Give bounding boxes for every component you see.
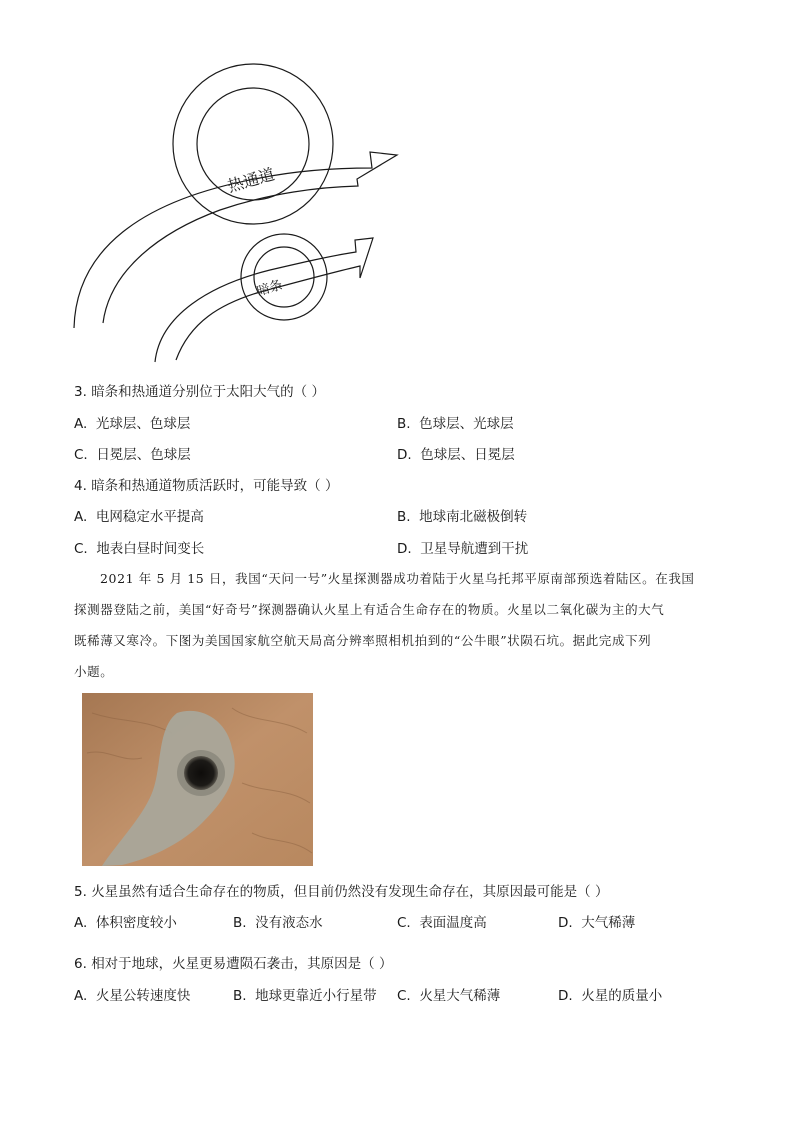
- option-text: 表面温度高: [419, 915, 487, 931]
- question-stem: 火星虽然有适合生命存在的物质，但目前仍然没有发现生命存在，其原因最可能是（ ）: [91, 884, 609, 900]
- question-5: [74, 880, 608, 900]
- option-letter: C.: [74, 447, 88, 463]
- hot-channel-label: 热通道: [225, 164, 277, 196]
- option-6a: [74, 984, 190, 1004]
- option-text: 地球南北磁极倒转: [419, 509, 528, 525]
- question-number: 4.: [74, 478, 87, 494]
- option-3b: [397, 412, 514, 432]
- option-text: 火星公转速度快: [95, 988, 191, 1004]
- option-6c: [397, 984, 500, 1004]
- option-text: 火星的质量小: [581, 988, 663, 1004]
- crater-hole: [184, 756, 218, 790]
- option-letter: C.: [397, 915, 411, 931]
- option-letter: A.: [74, 416, 88, 432]
- option-letter: B.: [397, 509, 411, 525]
- question-stem: 相对于地球，火星更易遭陨石袭击，其原因是（ ）: [91, 956, 393, 972]
- option-text: 色球层、光球层: [419, 416, 514, 432]
- option-4b: [397, 505, 527, 525]
- option-6d: [558, 984, 662, 1004]
- option-letter: C.: [74, 541, 88, 557]
- option-3d: [397, 443, 515, 463]
- option-text: 光球层、色球层: [95, 416, 191, 432]
- question-6: [74, 952, 392, 972]
- option-5a: [74, 911, 177, 931]
- option-5b: [233, 911, 323, 931]
- option-letter: A.: [74, 915, 88, 931]
- question-number: 5.: [74, 884, 87, 900]
- option-letter: A.: [74, 988, 88, 1004]
- option-5d: [558, 911, 635, 931]
- question-stem: 暗条和热通道物质活跃时，可能导致（ ）: [91, 478, 339, 494]
- option-4a: [74, 505, 204, 525]
- option-4d: [397, 537, 528, 557]
- passage-line-3: 既稀薄又寒冷。下图为美国国家航空航天局高分辨率照相机拍到的“公牛眼”状陨石坑。据此完成下列: [74, 633, 652, 648]
- option-text: 没有液态水: [255, 915, 323, 931]
- option-letter: D.: [397, 541, 412, 557]
- option-text: 色球层、日冕层: [420, 447, 515, 463]
- option-text: 体积密度较小: [95, 915, 177, 931]
- passage-line-1: 2021 年 5 月 15 日，我国“天问一号”火星探测器成功着陆于火星乌托邦平原南部预选着陆区。在我国: [100, 571, 695, 586]
- question-3: [74, 380, 325, 400]
- solar-diagram: [60, 60, 420, 370]
- option-text: 电网稳定水平提高: [95, 509, 204, 525]
- question-4: [74, 474, 338, 494]
- option-letter: B.: [233, 915, 247, 931]
- option-text: 卫星导航遭到干扰: [420, 541, 529, 557]
- option-text: 日冕层、色球层: [96, 447, 191, 463]
- option-letter: B.: [397, 416, 411, 432]
- option-3a: [74, 412, 190, 432]
- passage-line-2: 探测器登陆之前，美国“好奇号”探测器确认火星上有适合生命存在的物质。火星以二氧化碳为主的大气: [74, 602, 665, 617]
- option-text: 地球更靠近小行星带: [255, 988, 377, 1004]
- option-6b: [233, 984, 377, 1004]
- option-text: 地表白昼时间变长: [96, 541, 205, 557]
- option-letter: D.: [558, 988, 573, 1004]
- option-letter: D.: [558, 915, 573, 931]
- option-letter: D.: [397, 447, 412, 463]
- option-letter: B.: [233, 988, 247, 1004]
- question-stem: 暗条和热通道分别位于太阳大气的（ ）: [91, 384, 325, 400]
- option-5c: [397, 911, 487, 931]
- dark-strip-label: 暗条: [255, 277, 285, 300]
- passage-line-4: 小题。: [74, 664, 114, 679]
- mars-crater-photo: [82, 693, 313, 866]
- option-letter: C.: [397, 988, 411, 1004]
- option-letter: A.: [74, 509, 88, 525]
- option-4c: [74, 537, 204, 557]
- option-text: 大气稀薄: [581, 915, 636, 931]
- option-3c: [74, 443, 191, 463]
- question-number: 6.: [74, 956, 87, 972]
- question-number: 3.: [74, 384, 87, 400]
- option-text: 火星大气稀薄: [419, 988, 501, 1004]
